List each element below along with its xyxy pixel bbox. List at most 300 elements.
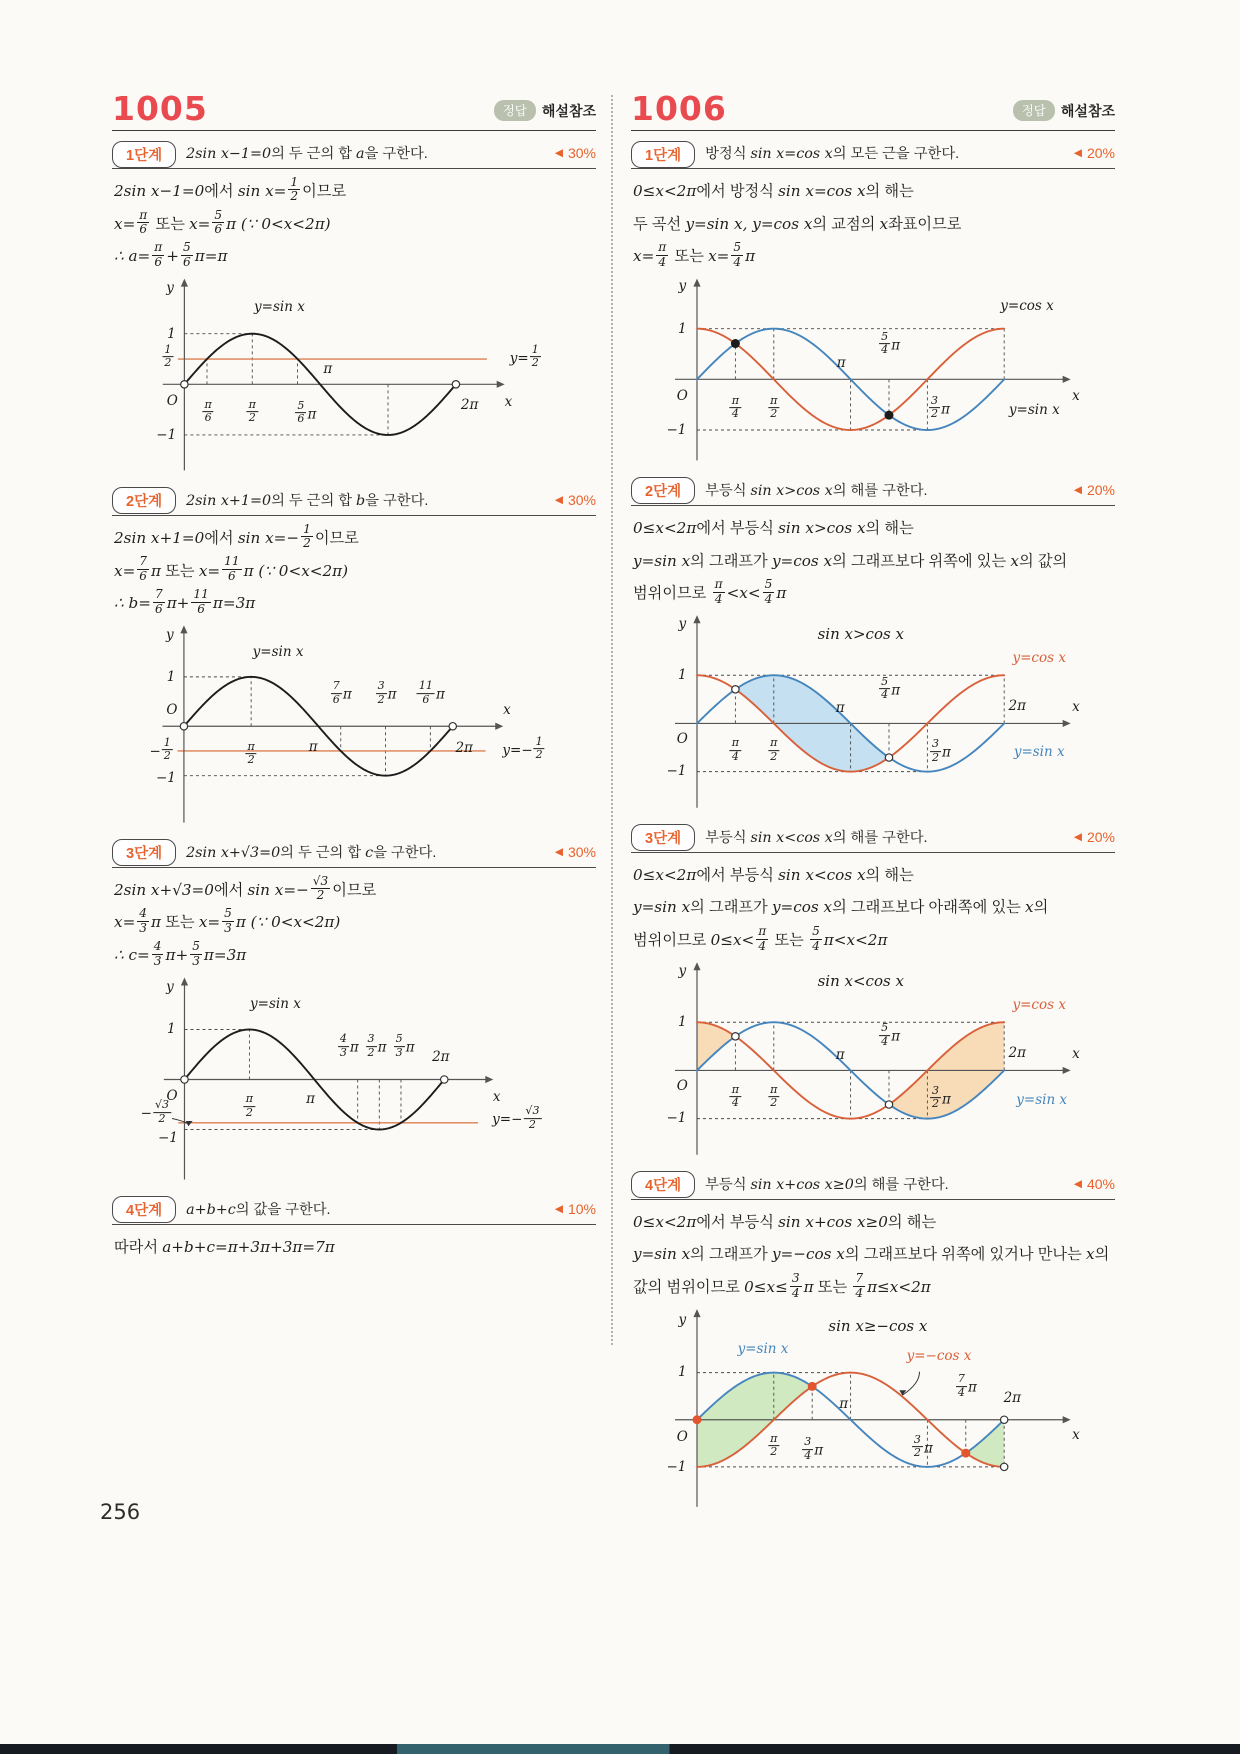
text-run: 0≤x<2π [633, 1212, 697, 1231]
text-run: O [676, 1078, 688, 1095]
graph-label [1012, 997, 1065, 1013]
solution-line [114, 554, 596, 587]
graph-label [149, 735, 173, 765]
text-run: 1 [678, 667, 687, 684]
fraction: $\frac{7}{6}$ [154, 587, 163, 616]
text-run: π+ [166, 594, 190, 613]
fraction: $\frac{4}{3}$ [139, 906, 148, 935]
graph-canvas [653, 615, 1093, 815]
text-run: 2π [455, 740, 473, 757]
solution-line [633, 514, 1115, 544]
text-run: 2π [432, 1048, 450, 1065]
text-run: y=sin x [1013, 744, 1065, 761]
text-run: + [166, 247, 180, 266]
text-run: O [166, 1087, 178, 1104]
text-run: 에서 [204, 529, 238, 547]
text-run: sin x<cos x [778, 865, 866, 884]
text-run: 0≤x< [710, 931, 755, 950]
graph-sine-y-neg-half [139, 625, 569, 830]
text-run: 의 해를 구한다. [832, 482, 928, 499]
weight-arrow-icon: ◀ [1073, 483, 1082, 496]
text-run: sin x+cos x≥0 [750, 1176, 854, 1193]
solution-line [633, 1270, 1115, 1303]
graph-label [166, 702, 177, 718]
weight-arrow-icon: ◀ [1073, 1177, 1082, 1190]
text-run: ∴ a= [114, 247, 151, 266]
text-run: x [1025, 898, 1034, 917]
problem-number: 1006 [631, 89, 727, 128]
graph-label [836, 700, 845, 716]
answer-badge [494, 100, 596, 125]
text-run: 부등식 [705, 829, 751, 846]
text-run: y [678, 963, 687, 980]
step-title [186, 143, 428, 163]
text-run: π [776, 584, 787, 603]
graph-label [294, 398, 317, 428]
text-run: π [349, 1039, 359, 1056]
solution-line [633, 893, 1115, 923]
graph-label [493, 1089, 501, 1105]
text-run: y=sin x [1008, 401, 1060, 418]
fraction: $\frac{7}{4}$ [957, 1372, 965, 1399]
solution-line [633, 547, 1115, 577]
problem-1006 [631, 89, 1115, 1524]
answer-badge-text: 해설참조 [1060, 102, 1115, 119]
text-run: 또는 [670, 248, 709, 266]
fraction: $\frac{7}{6}$ [332, 679, 340, 706]
graph-label [667, 1110, 687, 1126]
fraction: $\frac{3}{2}$ [367, 1032, 375, 1059]
fraction: $\frac{11}{6}$ [224, 554, 240, 584]
text-run: 의 그래프보다 위쪽에 있는 [832, 552, 1011, 570]
text-run: π [377, 1039, 387, 1056]
fraction: $\frac{\pi}{2}$ [770, 736, 778, 763]
solution-line [633, 1240, 1115, 1270]
text-run: 1 [166, 1021, 176, 1038]
problem-number: 1005 [112, 89, 208, 128]
fraction: $\frac{\pi}{4}$ [714, 577, 723, 606]
graph-label [679, 616, 687, 632]
graph-label [166, 280, 174, 296]
graph-label [828, 1317, 927, 1335]
text-run: 2π [1008, 698, 1026, 715]
graph-label [375, 679, 397, 709]
text-run: 따라서 [114, 1238, 163, 1256]
text-run: 값의 범위이므로 [633, 1279, 745, 1297]
fraction: $\frac{\pi}{2}$ [247, 739, 255, 767]
text-run: x [1010, 551, 1019, 570]
graph-sin-geq-negcos [653, 1309, 1093, 1514]
solution-lines [112, 1233, 596, 1263]
step-header [631, 143, 1115, 169]
fraction: $\frac{5}{4}$ [881, 674, 889, 701]
graph-label [907, 1348, 972, 1364]
step-weight [555, 492, 596, 508]
text-run: ∴ b= [114, 594, 151, 613]
step-header [631, 827, 1115, 853]
graph-label [167, 326, 176, 342]
text-run: 의 값을 구한다. [235, 1201, 331, 1218]
solution-lines [112, 174, 596, 272]
text-run: 2sin x+1=0 [114, 528, 205, 547]
text-run: x [1072, 387, 1080, 404]
fraction: $\frac{4}{3}$ [153, 939, 162, 968]
graph-label [767, 1083, 780, 1112]
text-run: 1 [678, 1014, 687, 1030]
text-run: y=cos x [771, 551, 833, 570]
weight-arrow-icon: ◀ [1073, 146, 1082, 159]
graph-label [455, 740, 472, 756]
text-run: π=π [194, 247, 228, 266]
fraction: $\frac{√3}{2}$ [312, 873, 329, 903]
text-run: y=sin x [633, 898, 691, 917]
graph-label [678, 1014, 687, 1030]
text-run: y= [509, 350, 529, 367]
graph-label [818, 972, 904, 990]
text-run: O [676, 1429, 688, 1446]
graph-label [243, 1092, 256, 1121]
weight-arrow-icon: ◀ [554, 845, 563, 858]
answer-badge-text: 해설참조 [541, 102, 596, 119]
text-run: π [745, 247, 756, 266]
fraction: $\frac{5}{4}$ [764, 577, 773, 606]
text-run: 에서 부등식 [696, 1213, 779, 1231]
graph-label [801, 1435, 824, 1465]
graph-label [677, 731, 688, 747]
step-tag: 4단계 [631, 1171, 695, 1198]
problem-1005 [112, 89, 596, 1265]
weight-arrow-icon: ◀ [554, 1202, 563, 1215]
graph-label [729, 1083, 742, 1112]
text-run: 의 [1094, 1246, 1110, 1264]
problem-header [631, 89, 1115, 131]
text-run: π (∵ 0<x<2π) [235, 913, 341, 932]
step-2 [112, 490, 596, 830]
graph-label [911, 1432, 933, 1462]
text-run: 1 [678, 1364, 687, 1381]
fraction: $\frac{\pi}{4}$ [758, 924, 767, 953]
graph-label [1008, 1045, 1025, 1061]
text-run: 1 [166, 668, 176, 685]
graph-label [679, 278, 687, 294]
step-title [705, 827, 927, 847]
step-4 [631, 1174, 1115, 1514]
weight-value: 10% [567, 1200, 596, 1217]
text-run: x= [198, 561, 221, 580]
fraction: $\frac{\pi}{6}$ [154, 240, 163, 269]
step-tag: 2단계 [112, 487, 176, 514]
graph-label [818, 625, 904, 643]
graph-label [1016, 1092, 1067, 1108]
solution-line [114, 589, 596, 619]
text-run: x [1072, 1426, 1080, 1443]
graph-label [839, 1396, 848, 1412]
text-run: 또는 [161, 562, 199, 580]
text-run: 1 [167, 325, 176, 342]
text-run: a+b+c [186, 1201, 236, 1218]
text-run: x [492, 1088, 501, 1105]
text-run: π [387, 686, 397, 703]
text-run: 2π [1008, 1045, 1026, 1062]
fraction: $\frac{5}{3}$ [192, 939, 200, 968]
text-run: π≤x<2π [867, 1278, 931, 1297]
text-run: 에서 방정식 [696, 183, 779, 200]
fraction: $\frac{11}{6}$ [418, 679, 433, 706]
graph-sin-cos-intersections [653, 278, 1093, 468]
text-run: x [1072, 1046, 1080, 1063]
column-divider [611, 95, 613, 1345]
text-run: y=sin x, y=cos x [685, 214, 813, 233]
text-run: y [165, 626, 174, 643]
fraction: $\frac{3}{2}$ [377, 679, 385, 706]
text-run: x [1072, 699, 1080, 716]
step-4 [112, 1199, 596, 1263]
text-run: 1 [678, 320, 687, 337]
text-run: x= [114, 561, 136, 580]
graph-label [878, 329, 901, 359]
fraction: $\frac{\pi}{6}$ [139, 207, 148, 237]
page-bottom-edge [0, 1744, 1240, 1754]
text-run: π [307, 406, 317, 423]
text-run: x= [708, 247, 730, 266]
text-run: sin x+cos x≥0 [778, 1212, 888, 1231]
solution-line [633, 1208, 1115, 1238]
fraction: $\frac{5}{4}$ [733, 240, 742, 269]
fraction: $\frac{\pi}{2}$ [248, 397, 256, 425]
step-weight [1074, 829, 1115, 845]
graph-label [246, 397, 259, 427]
step-tag: 1단계 [112, 141, 176, 168]
solution-line [633, 210, 1115, 240]
solution-line [114, 174, 596, 207]
graph-label [306, 1091, 315, 1107]
text-run: x [503, 701, 511, 718]
step-2 [631, 480, 1115, 815]
graph-label [677, 388, 688, 404]
text-run: 두 곡선 [633, 215, 686, 233]
fraction: $\frac{1}{2}$ [290, 174, 299, 204]
step-title [705, 1174, 949, 1194]
graph-label [729, 736, 742, 765]
fraction: $\frac{\pi}{2}$ [770, 1431, 778, 1459]
text-run: 의 두 근의 합 [271, 146, 357, 162]
answer-badge-pill: 정답 [1013, 100, 1055, 121]
text-run: −1 [666, 1110, 687, 1127]
solution-line [114, 1233, 596, 1263]
step-weight [1074, 1176, 1115, 1192]
text-run: π [891, 682, 901, 698]
weight-value: 20% [1086, 828, 1115, 845]
graph-label [677, 1429, 688, 1445]
step-header [112, 842, 596, 868]
text-run: π<x<2π [823, 931, 888, 950]
graph-label [667, 422, 687, 438]
text-run: π [306, 1091, 316, 1108]
step-1 [631, 143, 1115, 468]
graph-label [330, 679, 352, 709]
weight-arrow-icon: ◀ [554, 146, 563, 159]
text-run: −1 [157, 1130, 178, 1147]
graph-label [156, 770, 176, 786]
text-run: π [835, 699, 845, 716]
text-run: x= [189, 214, 211, 233]
text-run: 또는 [151, 215, 190, 233]
text-run: π [923, 1440, 933, 1457]
text-run: π [814, 1442, 824, 1459]
text-run: 의 값의 [1018, 552, 1068, 570]
step-title [705, 143, 959, 163]
text-run: π [941, 401, 950, 418]
step-header [631, 1174, 1115, 1200]
text-run: sin x>cos x [750, 482, 833, 499]
text-run: 에서 부등식 [696, 866, 779, 884]
fraction: $\frac{5}{4}$ [812, 924, 820, 953]
weight-value: 30% [567, 843, 596, 860]
fraction: $\frac{5}{4}$ [881, 329, 889, 357]
text-run: x= [114, 913, 136, 932]
graph-label [167, 1021, 176, 1037]
solution-line [633, 579, 1115, 609]
graph-label [416, 679, 445, 709]
text-run: 의 해를 구한다. [832, 829, 928, 846]
text-run: 의 그래프가 [690, 899, 772, 917]
fraction: $\frac{3}{2}$ [932, 1084, 940, 1111]
graph-canvas [139, 278, 569, 478]
text-run: x [1085, 1245, 1095, 1264]
text-run: x= [198, 913, 221, 932]
text-run: y=cos x [1012, 650, 1066, 667]
graph-label [167, 669, 176, 685]
fraction: $\frac{5}{3}$ [224, 906, 232, 935]
graph-label [836, 1047, 845, 1063]
graph-label [878, 674, 901, 704]
text-run: π (∵ 0<x<2π) [243, 561, 349, 580]
fraction: $\frac{5}{3}$ [395, 1032, 403, 1059]
graph-label [678, 1364, 687, 1380]
text-run: O [166, 701, 178, 718]
solution-line [114, 242, 596, 272]
text-run: 이므로 [332, 881, 377, 899]
graph-label [509, 343, 542, 372]
text-run: π [967, 1379, 977, 1396]
text-run: 또는 [770, 932, 809, 950]
text-run: π [839, 1396, 849, 1413]
text-run: 2π [460, 396, 479, 413]
fraction: $\frac{\pi}{4}$ [731, 736, 740, 763]
step-3 [631, 827, 1115, 1162]
solution-line [114, 873, 596, 906]
graph-label [393, 1032, 415, 1061]
graph-sine-y-half [139, 278, 569, 478]
text-run: π [308, 738, 318, 755]
solution-lines [112, 521, 596, 619]
graph-label [767, 1431, 780, 1461]
fraction: $\frac{1}{2}$ [531, 343, 539, 370]
text-run: y=sin x [252, 644, 304, 660]
text-run: y [166, 978, 174, 995]
text-run: 의 두 근의 합 [280, 844, 366, 861]
step-weight [1074, 145, 1115, 161]
step-tag: 3단계 [631, 824, 695, 851]
text-run: sin x=− [237, 528, 300, 547]
solution-line [633, 242, 1115, 272]
graph-label [678, 321, 687, 337]
text-run: 또는 [813, 1279, 852, 1297]
text-run: π [342, 686, 352, 703]
text-run: π [942, 744, 951, 761]
text-run: 의 그래프보다 위쪽에 있거나 만나는 [844, 1246, 1086, 1264]
graph-label [461, 397, 478, 413]
text-run: −1 [666, 1458, 687, 1475]
graph-label [837, 355, 846, 371]
graph-label [928, 393, 950, 423]
text-run: y=sin x [633, 551, 691, 570]
text-run: b [356, 492, 366, 509]
text-run: sin x<cos x [750, 829, 833, 846]
text-run: − [149, 743, 161, 760]
fraction: $\frac{\pi}{4}$ [731, 1083, 740, 1110]
graph-label [767, 736, 780, 765]
graph-label [667, 1459, 687, 1475]
fraction: $\frac{5}{4}$ [881, 1021, 889, 1048]
graph-label [254, 299, 305, 315]
text-run: O [676, 387, 688, 404]
text-run: −1 [156, 426, 177, 443]
text-run: π [942, 1091, 951, 1108]
text-run: y=sin x [254, 299, 305, 316]
graph-label [1012, 650, 1065, 666]
graph-label [156, 427, 176, 443]
text-run: 의 해는 [865, 519, 914, 537]
text-run: a [356, 146, 365, 162]
graph-label [1072, 1427, 1080, 1443]
graph-label [505, 394, 513, 410]
fraction: $\frac{3}{2}$ [932, 737, 940, 764]
text-run: y=−cos x [771, 1245, 845, 1264]
graph-sine-y-neg-sqrt3-half [139, 977, 569, 1187]
text-run: sin x=cos x [750, 146, 833, 162]
text-run: sin x= [237, 182, 287, 200]
text-run: y=sin x [1016, 1092, 1068, 1109]
graph-label [767, 393, 780, 423]
graph-canvas [139, 625, 569, 830]
graph-label [1000, 298, 1053, 314]
fraction: $\frac{7}{4}$ [855, 1270, 864, 1300]
text-run: 0≤x<2π [633, 865, 697, 884]
graph-label [729, 393, 742, 423]
graph-label [253, 644, 304, 660]
graph-canvas [653, 962, 1093, 1162]
graph-label [1009, 402, 1060, 418]
text-run: π [405, 1039, 415, 1056]
graph-label [1008, 698, 1025, 714]
graph-label [955, 1372, 977, 1401]
text-run: π [891, 337, 901, 354]
text-run: 의 그래프보다 아래쪽에 있는 [832, 899, 1026, 917]
answer-badge [1013, 100, 1115, 125]
text-run: y=sin x [633, 1245, 691, 1264]
text-run: 좌표이므로 [888, 215, 962, 233]
solution-line [114, 521, 596, 554]
graph-label [166, 979, 174, 995]
text-run: sin x≥−cos x [828, 1317, 928, 1336]
graph-label [202, 397, 215, 427]
step-weight [555, 145, 596, 161]
graph-label [878, 1021, 901, 1051]
step-title [186, 490, 428, 510]
fraction: $\frac{\pi}{2}$ [770, 393, 778, 421]
step-header [112, 1199, 596, 1225]
